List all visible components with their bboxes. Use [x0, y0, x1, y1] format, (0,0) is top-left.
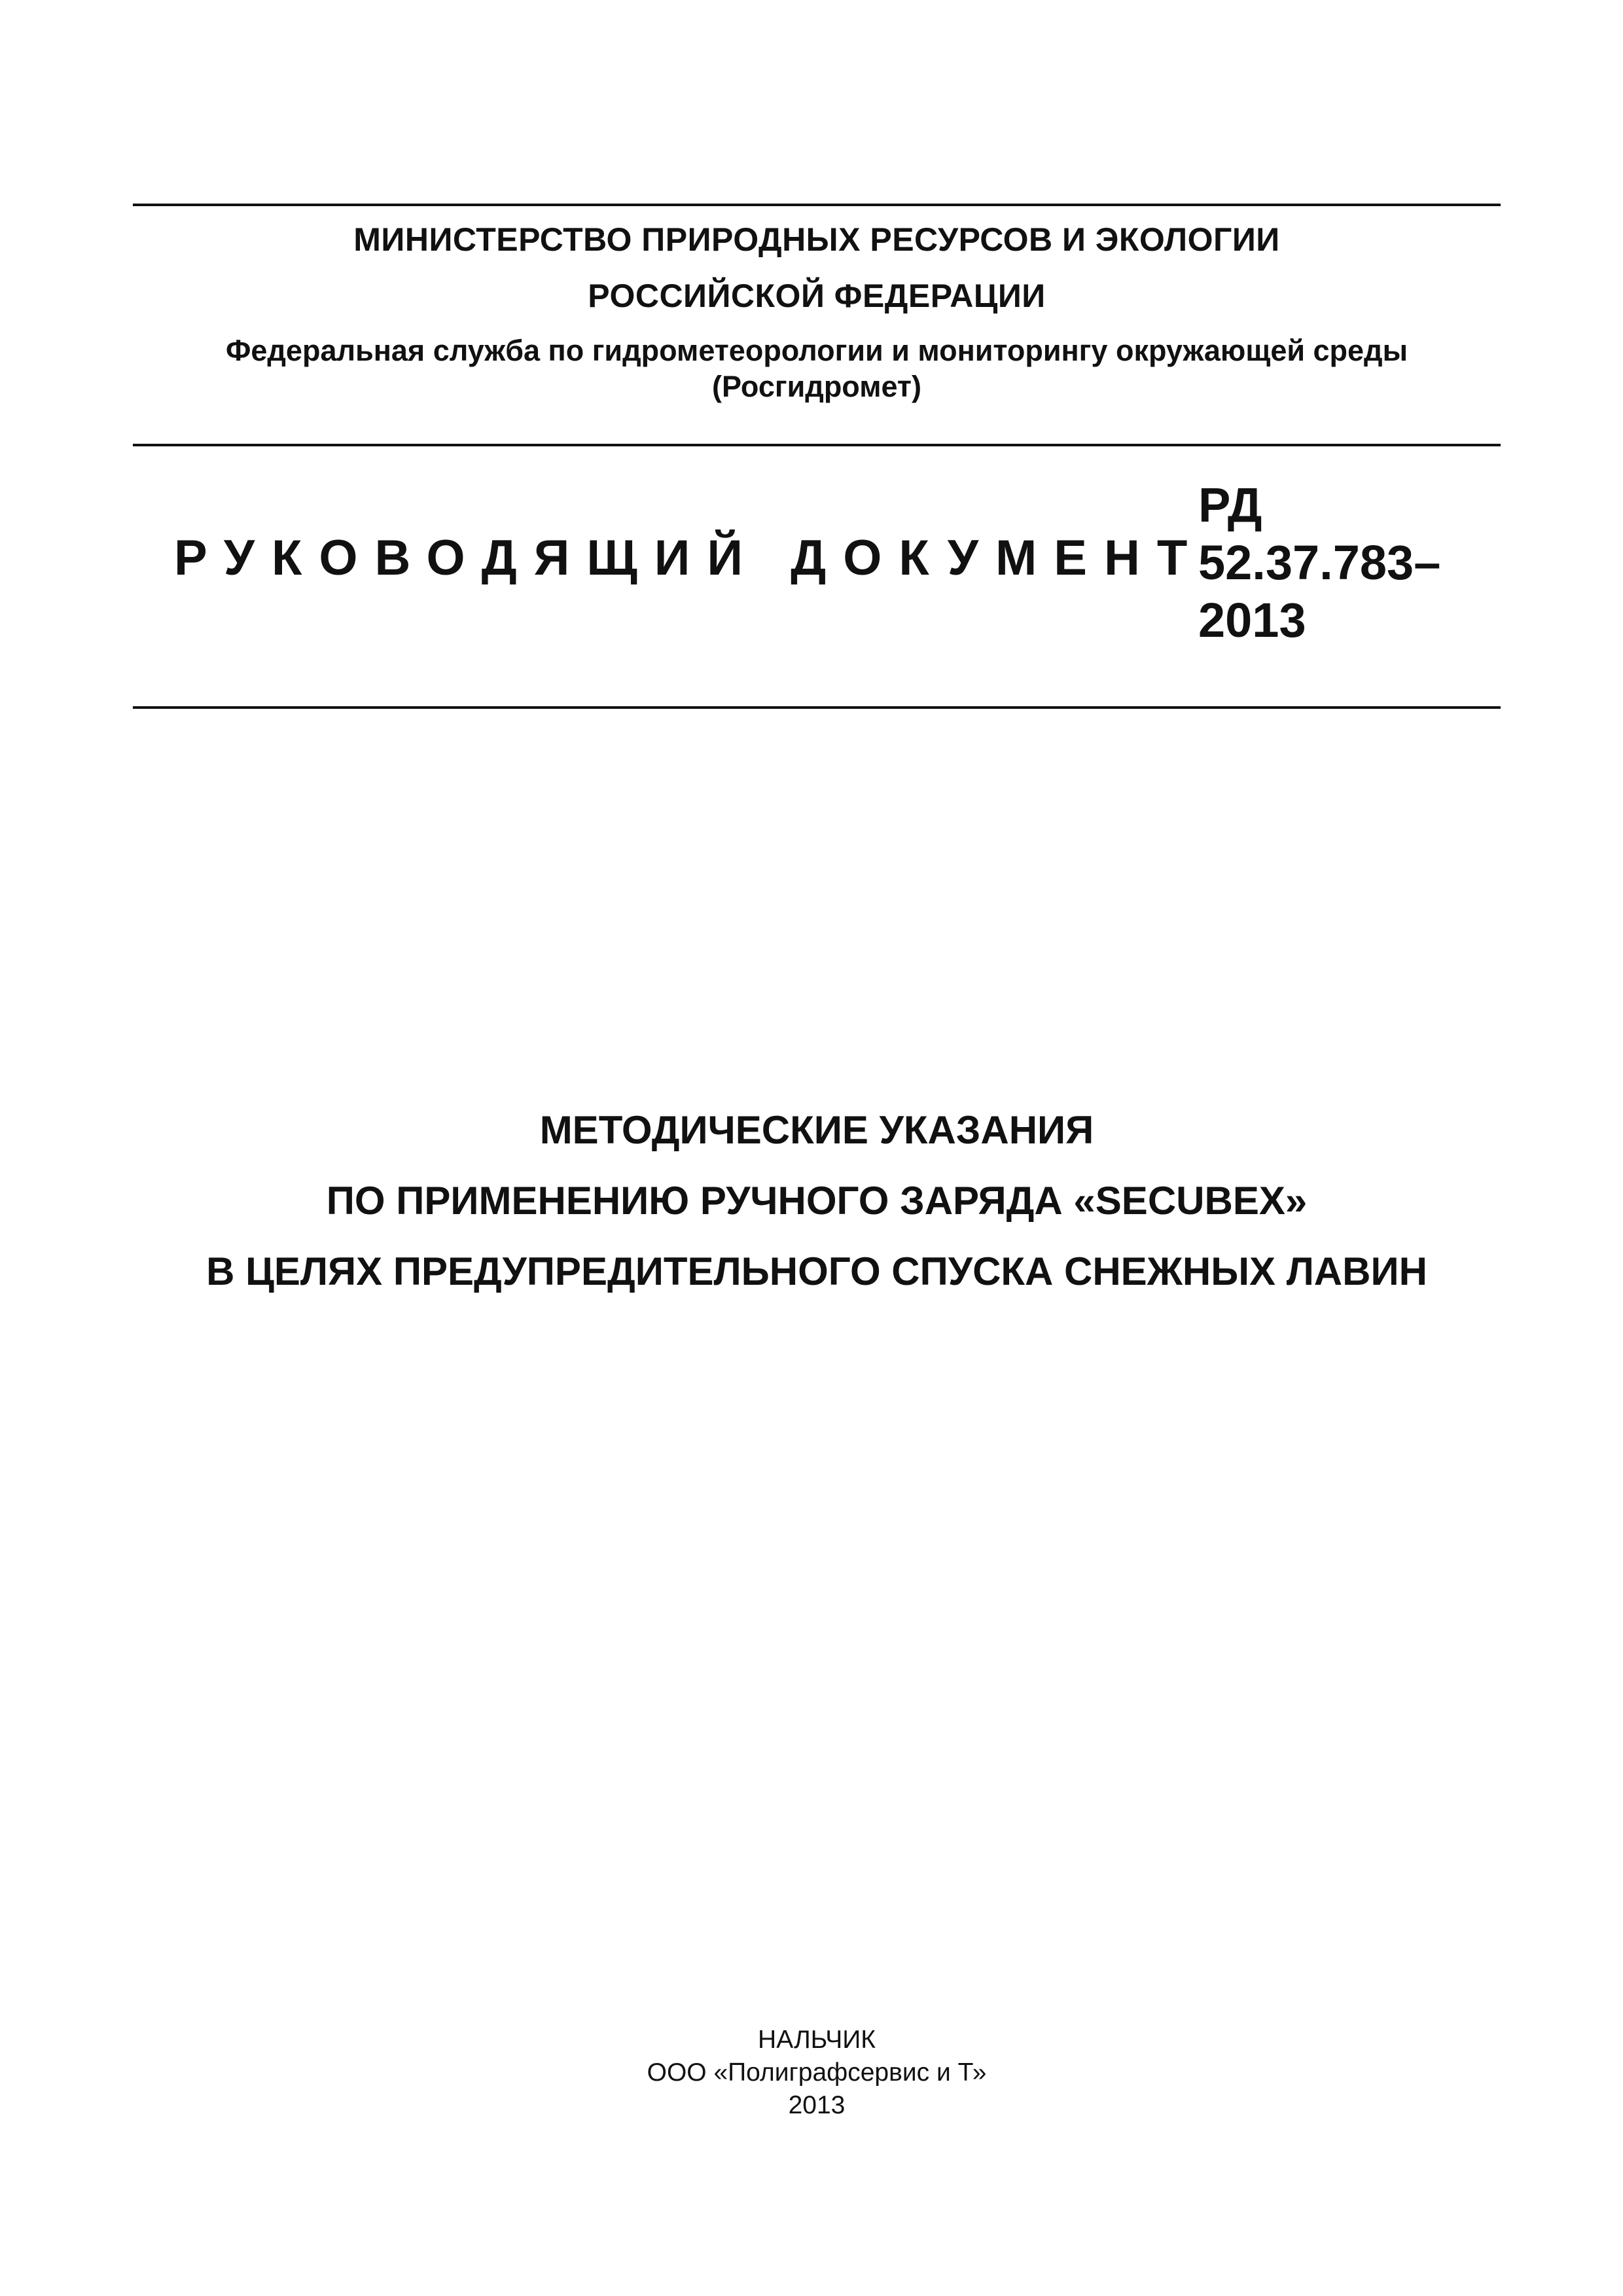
- document-type: РУКОВОДЯЩИЙ ДОКУМЕНТ: [174, 530, 1205, 586]
- document-code-prefix: РД: [1198, 478, 1262, 532]
- service-name: Федеральная служба по гидрометеорологии и мониторингу окружающей среды: [225, 334, 1408, 367]
- document-code-year: 2013: [1198, 593, 1306, 647]
- document-title: [133, 1108, 1501, 1323]
- issuer-header: [133, 206, 1501, 401]
- imprint-footer: [133, 2024, 1501, 2122]
- title-line-1: МЕТОДИЧЕСКИЕ УКАЗАНИЯ: [539, 1108, 1094, 1152]
- publication-year: 2013: [788, 2091, 846, 2119]
- title-line-2: ПО ПРИМЕНЕНИЮ РУЧНОГО ЗАРЯДА «SECUBEX»: [326, 1179, 1308, 1223]
- ministry-name-line-1: МИНИСТЕРСТВО ПРИРОДНЫХ РЕСУРСОВ И ЭКОЛОГИИ: [353, 221, 1280, 258]
- ministry-name-line-2: РОССИЙСКОЙ ФЕДЕРАЦИИ: [588, 278, 1046, 314]
- document-code: [1198, 476, 1440, 649]
- publisher-name: ООО «Полиграфсервис и Т»: [647, 2058, 987, 2087]
- publication-city: НАЛЬЧИК: [758, 2026, 876, 2054]
- title-line-3: В ЦЕЛЯХ ПРЕДУПРЕДИТЕЛЬНОГО СПУСКА СНЕЖНЫХ ЛАВИН: [206, 1249, 1427, 1293]
- code-divider-rule: [133, 706, 1501, 709]
- service-abbreviation: (Росгидромет): [712, 370, 921, 403]
- document-code-number: 52.37.783–: [1198, 535, 1441, 590]
- header-divider-rule: [133, 444, 1501, 446]
